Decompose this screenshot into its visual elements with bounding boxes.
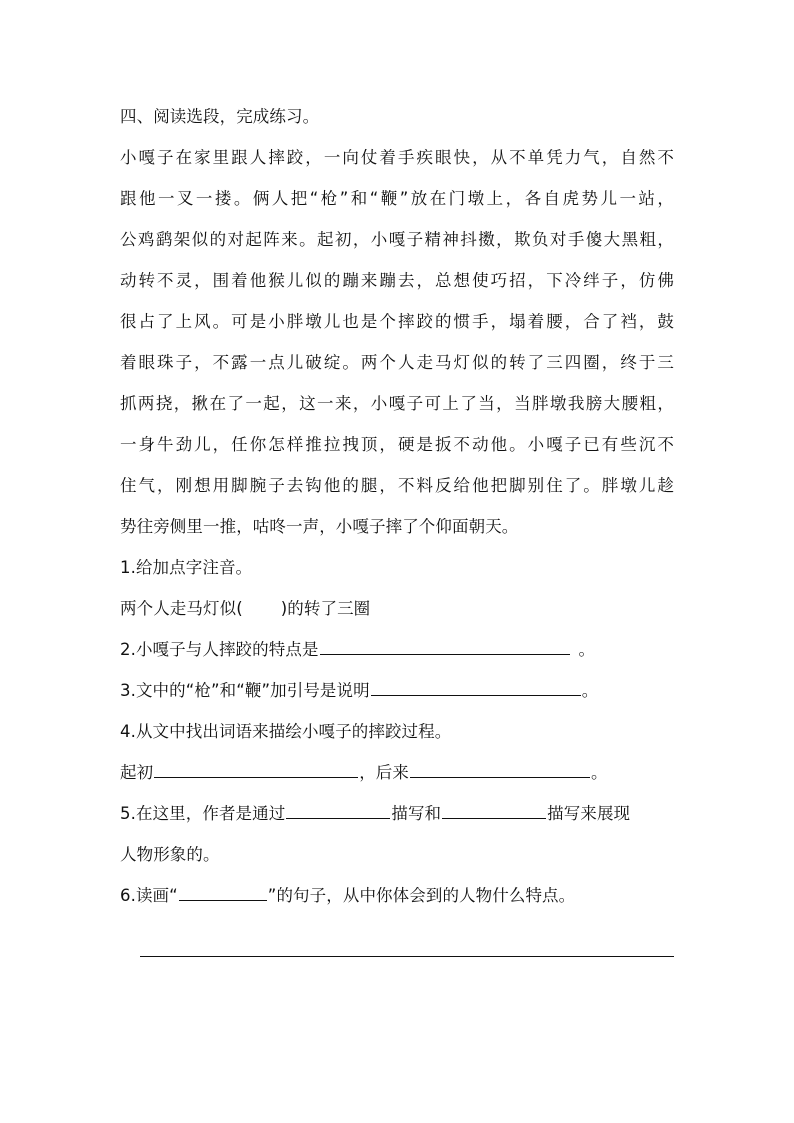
passage-line: 抓两挠，揪在了一起，这一来，小嘎子可上了当，当胖墩我膀大腰粗， — [120, 394, 674, 413]
passage-line: 动转不灵，围着他猴儿似的蹦来蹦去，总想使巧招，下冷绊子，仿佛 — [120, 271, 674, 290]
question-4-answer-blank-1[interactable] — [154, 759, 358, 778]
question-4-part2: ，后来 — [359, 763, 410, 782]
passage-line: 着眼珠子，不露一点儿破绽。两个人走马灯似的转了三四圈，终于三 — [120, 353, 674, 372]
question-6 — [120, 882, 680, 910]
passage-line: 跟他一叉一搂。俩人把“枪”和“鞭”放在门墩上，各自虎势儿一站， — [120, 189, 674, 208]
question-5-line-1 — [120, 800, 680, 828]
question-5-line-2: 人物形象的。 — [120, 845, 220, 864]
question-1-label: 1.给加点字注音。 — [120, 558, 253, 577]
question-2-text: 2.小嘎子与人摔跤的特点是 — [120, 640, 319, 659]
passage-line: 公鸡鹞架似的对起阵来。起初，小嘎子精神抖擞，欺负对手傻大黑粗， — [120, 230, 674, 249]
question-1-sentence — [120, 595, 680, 623]
passage-line: 小嘎子在家里跟人摔跤，一向仗着手疾眼快，从不单凭力气，自然不 — [120, 148, 674, 167]
question-4-part1: 起初 — [120, 763, 154, 782]
passage-line: 势往旁侧里一推，咕咚一声，小嘎子摔了个仰面朝天。 — [120, 517, 519, 536]
passage-line: 住气，刚想用脚腕子去钩他的腿，不料反给他把脚别住了。胖墩儿趁 — [120, 476, 674, 495]
question-5-text-c: 描写来展现 — [547, 804, 631, 823]
question-2-end: 。 — [578, 640, 596, 659]
question-5-answer-blank-2[interactable] — [442, 800, 546, 819]
question-4-answer-blank-2[interactable] — [410, 759, 590, 778]
question-4-label: 4.从文中找出词语来描绘小嘎子的摔跤过程。 — [120, 722, 452, 741]
question-6-underline-blank[interactable] — [179, 882, 267, 901]
question-3-answer-blank[interactable] — [371, 677, 581, 696]
reading-passage — [120, 144, 680, 541]
question-1-text-b: )的转了三圈 — [280, 599, 371, 618]
question-5-text-a: 5.在这里，作者是通过 — [120, 804, 286, 823]
question-3 — [120, 677, 680, 705]
question-6-text-b: ”的句子，从中你体会到的人物什么特点。 — [267, 886, 576, 905]
question-6-text-a: 6.读画“ — [120, 886, 178, 905]
question-5-text-b: 描写和 — [391, 804, 442, 823]
question-3-text: 3.文中的“枪”和“鞭”加引号是说明 — [120, 681, 370, 700]
question-2-answer-blank[interactable] — [320, 636, 570, 655]
question-6-answer-line[interactable] — [140, 956, 674, 957]
question-3-end: 。 — [581, 681, 599, 700]
passage-line: 很占了上风。可是小胖墩儿也是个摔跤的惯手，塌着腰，合了裆，鼓 — [120, 312, 674, 331]
section-title: 四、阅读选段，完成练习。 — [120, 107, 320, 126]
passage-line: 一身牛劲儿，任你怎样推拉拽顶，硬是扳不动他。小嘎子已有些沉不 — [120, 435, 674, 454]
question-4-answer-row — [120, 759, 680, 787]
question-2 — [120, 636, 680, 664]
question-4-end: 。 — [591, 763, 608, 782]
worksheet-content — [120, 103, 680, 923]
question-5-answer-blank-1[interactable] — [286, 800, 390, 819]
question-1-text-a: 两个人走马灯似( — [120, 599, 243, 618]
